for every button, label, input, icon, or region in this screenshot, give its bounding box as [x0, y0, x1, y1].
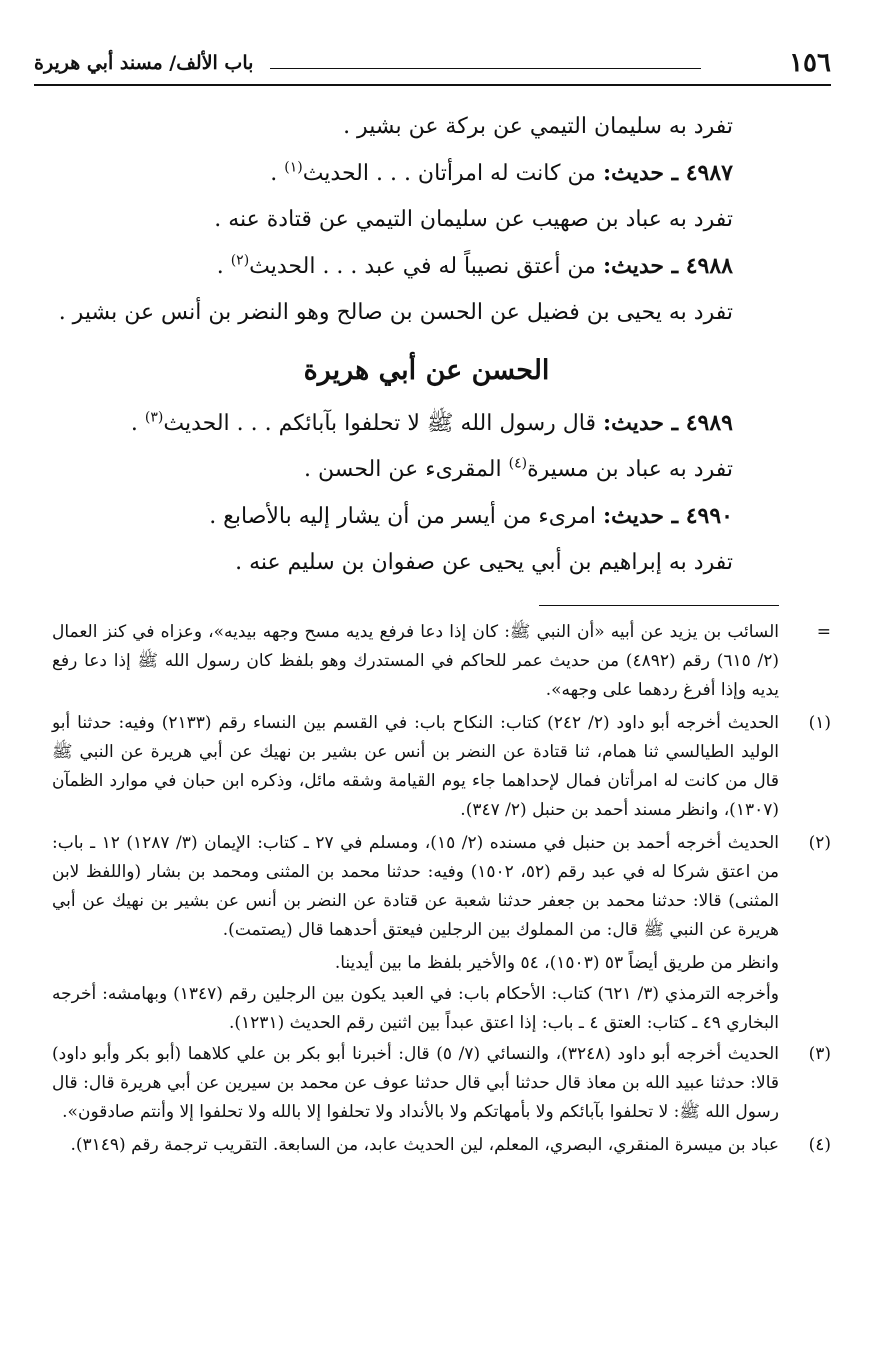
hadith-4987: ٤٩٨٧ ـ حديث: من كانت له امرأتان . . . الحديث$^{(١)}$ . [270, 159, 733, 186]
footnote-ref: (٤) [508, 455, 528, 472]
paragraph: تفرد به يحيى بن فضيل عن الحسن بن صالح وهو النضر بن أنس عن بشير . [58, 300, 733, 325]
hadith-4990: ٤٩٩٠ ـ حديث: امرىء من أيسر من أن يشار إليه بالأصابع . [209, 503, 733, 529]
section-heading: الحسن عن أبي هريرة [303, 355, 550, 386]
hadith-number: ٤٩٨٩ ـ حديث: [602, 410, 733, 436]
footnote-marker: = [816, 622, 831, 642]
header-rule [270, 68, 701, 69]
footnote-ref: (١) [284, 159, 303, 176]
hadith-number: ٤٩٩٠ ـ حديث: [602, 503, 733, 529]
paragraph: تفرد به سليمان التيمي عن بركة عن بشير . [343, 114, 733, 139]
footnote-number: (٤) [808, 1135, 831, 1155]
paragraph: تفرد به عباد بن صهيب عن سليمان التيمي عن قتادة عنه . [214, 207, 733, 232]
footnote-2: (٢) الحديث أخرجه أحمد بن حنبل في مسنده (٢/ ١٥)، ومسلم في ٢٧ ـ كتاب: الإيمان (٣/ ١٢٨٧) ١٢ ـ باب: من اعتق شركا له في عبد رقم (٥٢، ١٥٠٢) وفيه: حدثنا محمد بن المثنى ومحمد بن بشار (واللفظ لابن المثنى) قالا: حدثنا محمد بن جعفر حدثنا شعبة عن قتادة عن النضر بن أنس عن بشير بن نهيك عن أبي هريرة عن النبي ﷺ قال: من المملوك بين الرجلين فيعتق أحدهما قال (يصتمت). [52, 829, 831, 945]
footnote-ref: (٢) [230, 252, 250, 269]
paragraph: تفرد به إبراهيم بن أبي يحيى عن صفوان بن سليم عنه . [235, 550, 733, 575]
footnote-2-continuation: وأخرجه الترمذي (٣/ ٦٢١) كتاب: الأحكام باب: في العبد يكون بين الرجلين رقم (١٣٤٧) وبهامشه: أخرجه البخاري ٤٩ ـ كتاب: العتق ٤ ـ باب: إذا اعتق عبداً بين اثنين رقم الحديث (١٢٣١). [52, 984, 779, 1033]
footnote-1: (١) الحديث أخرجه أبو داود (٢/ ٢٤٢) كتاب: النكاح باب: في القسم بين النساء رقم (٢١٣٣) وفيه: حدثنا أبو الوليد الطيالسي ثنا همام، ثنا قتادة عن النضر بن أنس عن بشير بن نهيك عن أبي هريرة عن النبي ﷺ قال من كانت له امرأتان فمال لإحداهما جاء يوم القيامة وشقه مائل، وذكره ابن حبان في موارد الظمآن (١٣٠٧)، وانظر مسند أحمد بن حنبل (٢/ ٣٤٧). [52, 709, 831, 825]
footnote-number: (٢) [808, 833, 831, 853]
hadith-4988: ٤٩٨٨ ـ حديث: من أعتق نصيباً له في عبد . . . الحديث$^{(٢)}$ . [216, 252, 733, 279]
footnote-2-continuation: وانظر من طريق أيضاً ٥٣ (١٥٠٣)، ٥٤ والأخير بلفظ ما بين أيدينا. [334, 953, 779, 973]
footnotes [52, 618, 831, 1164]
hadith-4989: ٤٩٨٩ ـ حديث: قال رسول الله ﷺ لا تحلفوا بآبائكم . . . الحديث$^{(٣)}$ . [130, 409, 733, 436]
page-header [34, 44, 831, 86]
footnote-continuation: = السائب بن يزيد عن أبيه «أن النبي ﷺ: كان إذا دعا فرفع يديه مسح وجهه بيديه»، وعزاه في كنز العمال (٢/ ٦١٥) رقم (٤٨٩٢) من حديث عمر للحاكم في المستدرك وهو بلفظ كان رسول الله ﷺ إذا دعا رفع يديه وإذا أفرغ ردهما على وجهه». [52, 618, 831, 705]
hadith-number: ٤٩٨٨ ـ حديث: [602, 253, 733, 279]
main-text [58, 104, 733, 586]
footnote-separator [539, 605, 779, 606]
paragraph: تفرد به عباد بن مسيرة$^{(٤)}$ المقرىء عن الحسن . [303, 455, 733, 482]
page-number: ١٥٦ [789, 48, 831, 78]
footnote-4: (٤) عباد بن ميسرة المنقري، البصري، المعلم، لين الحديث عابد، من السابعة. التقريب ترجمة رقم (٣١٤٩). [52, 1131, 831, 1160]
running-title: باب الألف/ مسند أبي هريرة [34, 52, 254, 74]
footnote-3: (٣) الحديث أخرجه أبو داود (٣٢٤٨)، والنسائي (٧/ ٥) قال: أخبرنا أبو بكر بن علي كلاهما (أبو بكر وأبو داود) قالا: حدثنا عبيد الله بن معاذ قال حدثنا أبي قال حدثنا عوف عن محمد بن سيرين عن أبي هريرة قال: قال رسول الله ﷺ: لا تحلفوا بآبائكم ولا بأمهاتكم ولا بالأنداد ولا تحلفوا إلا بالله ولا تحلفوا إلا وأنتم صادقون». [52, 1040, 831, 1127]
hadith-number: ٤٩٨٧ ـ حديث: [602, 160, 733, 186]
footnote-number: (١) [808, 713, 831, 733]
footnote-ref: (٣) [144, 409, 164, 426]
footnote-number: (٣) [808, 1044, 831, 1064]
